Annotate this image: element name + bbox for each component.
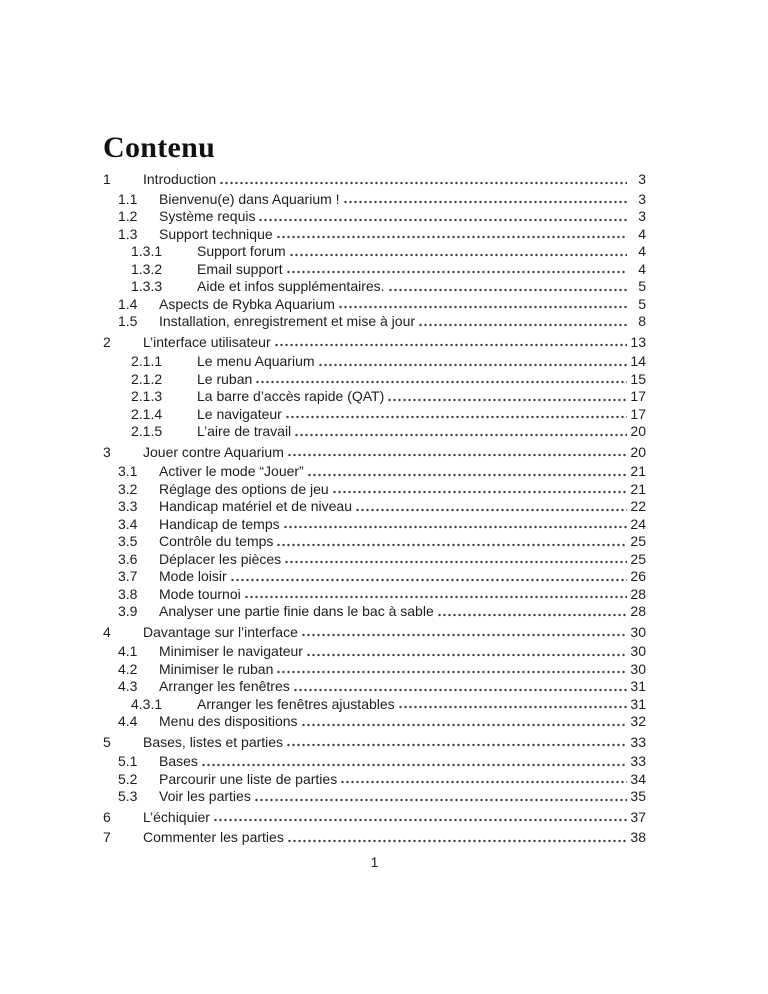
dot-leader [332,490,627,494]
toc-entry-label: Parcourir une liste de parties [159,770,338,787]
toc-entry-page: 31 [630,678,646,694]
toc-entry-number: 2.1.4 [131,405,163,422]
toc-entry-label: Système requis [159,208,256,224]
toc-entry-label: Commenter les parties [143,829,284,845]
toc-entry-label: Email support [197,260,283,277]
toc-entry-label: Minimiser le ruban [159,660,274,677]
toc-entry-label: Menu des dispositions [159,713,298,729]
toc-entry-number: 3.9 [118,603,138,619]
toc-entry-page: 38 [630,829,646,845]
toc-entry-label: Contrôle du temps [159,533,274,549]
toc-entry-label: L’échiquier [143,808,210,825]
dot-leader [301,723,627,727]
toc-entry-number: 3 [103,443,111,460]
toc-entry[interactable] [103,226,646,244]
toc-entry-number: 2 [103,333,111,350]
dot-leader [285,415,627,419]
toc-entry-page: 35 [630,788,646,804]
toc-entry-page: 28 [630,603,646,619]
toc-entry-page: 32 [630,713,646,729]
toc-entry[interactable] [103,624,646,642]
toc-entry-page: 20 [630,423,646,439]
toc-entry[interactable] [103,533,646,551]
dot-leader [287,453,627,457]
toc-entry-label: Minimiser le navigateur [159,643,303,659]
toc-entry-number: 2.1.1 [131,353,163,369]
toc-entry-page: 15 [630,370,646,387]
toc-entry-number: 1.4 [118,295,138,312]
toc-entry-number: 3.8 [118,585,138,602]
dot-leader [276,670,627,674]
toc-entry[interactable] [103,334,646,352]
dot-leader [219,181,627,185]
dot-leader [387,398,627,402]
toc-entry-label: Bases, listes et parties [143,733,284,750]
toc-entry-page: 8 [638,313,646,329]
dot-leader [294,433,627,437]
toc-entry-page: 30 [630,623,646,640]
dot-leader [301,633,627,637]
toc-entry-page: 24 [630,515,646,532]
toc-entry[interactable] [103,829,646,847]
toc-entry-number: 7 [103,829,111,845]
toc-entry-label: Bienvenu(e) dans Aquarium ! [159,190,340,207]
toc-entry-label: Le menu Aquarium [197,353,315,369]
toc-entry-page: 30 [630,660,646,677]
toc-entry-page: 5 [638,295,646,312]
toc-entry-label: Voir les parties [159,788,251,804]
toc-entry-number: 2.1.2 [131,370,163,387]
toc-entry-number: 2.1.5 [131,423,163,439]
toc-entry-page: 4 [638,225,646,242]
toc-list [103,171,646,847]
toc-entry-label: Aspects de Rybka Aquarium [159,295,335,312]
toc-entry-page: 14 [630,353,646,369]
toc-entry-page: 4 [638,243,646,259]
toc-entry-label: Le ruban [197,370,253,387]
toc-entry-label: Arranger les fenêtres ajustables [197,695,395,712]
dot-leader [244,595,627,599]
toc-entry-label: Aide et infos supplémentaires. [197,278,385,294]
dot-leader [286,743,627,747]
toc-entry-label: L’interface utilisateur [143,333,271,350]
toc-entry-page: 17 [630,388,646,404]
dot-leader [388,288,627,292]
toc-entry-page: 25 [630,550,646,567]
toc-entry[interactable] [103,171,646,189]
toc-entry-page: 22 [630,498,646,514]
toc-entry-label: Handicap de temps [159,515,280,532]
toc-entry-number: 6 [103,808,111,825]
dot-leader [355,508,627,512]
dot-leader [201,763,627,767]
dot-leader [276,543,627,547]
toc-entry[interactable] [103,788,646,806]
toc-entry-number: 1.3.2 [131,260,163,277]
toc-entry[interactable] [103,713,646,731]
toc-entry-number: 4.2 [118,660,138,677]
toc-entry-number: 5.1 [118,753,138,769]
toc-entry-page: 3 [638,190,646,207]
toc-entry[interactable] [103,771,646,789]
toc-entry[interactable] [103,296,646,314]
toc-entry-number: 5 [103,733,111,750]
toc-entry-number: 5.2 [118,770,138,787]
dot-leader [306,653,627,657]
toc-entry[interactable] [103,643,646,661]
toc-entry-number: 1 [103,171,111,187]
toc-entry[interactable] [103,423,646,441]
toc-entry-page: 5 [638,278,646,294]
toc-entry[interactable] [103,261,646,279]
toc-entry[interactable] [103,661,646,679]
dot-leader [307,473,627,477]
toc-entry[interactable] [103,586,646,604]
toc-entry[interactable] [103,481,646,499]
toc-entry-label: La barre d’accès rapide (QAT) [197,388,385,404]
toc-entry[interactable] [103,809,646,827]
toc-entry-page: 21 [630,480,646,497]
toc-entry[interactable] [103,313,646,331]
toc-entry-page: 3 [638,171,646,187]
toc-entry-number: 5.3 [118,788,138,804]
toc-entry[interactable] [103,753,646,771]
toc-entry[interactable] [103,463,646,481]
toc-entry-page: 13 [630,333,646,350]
dot-leader [287,839,627,843]
toc-entry[interactable] [103,388,646,406]
toc-entry-number: 4.4 [118,713,138,729]
toc-entry-number: 3.6 [118,550,138,567]
dot-leader [293,688,627,692]
toc-entry[interactable] [103,603,646,621]
toc-entry-number: 4 [103,623,111,640]
dot-leader [213,818,627,822]
toc-entry-number: 4.3.1 [131,695,163,712]
toc-entry-page: 30 [630,643,646,659]
toc-entry-label: Bases [159,753,198,769]
toc-entry[interactable] [103,498,646,516]
toc-entry-page: 17 [630,405,646,422]
toc-entry-label: L’aire de travail [197,423,292,439]
toc-entry-page: 4 [638,260,646,277]
toc-entry-label: Installation, enregistrement et mise à jour [159,313,416,329]
toc-entry-page: 20 [630,443,646,460]
dot-leader [276,235,627,239]
page-number-footer: 1 [370,853,379,870]
toc-entry[interactable] [103,406,646,424]
dot-leader [284,560,627,564]
toc-entry[interactable] [103,734,646,752]
toc-entry[interactable] [103,551,646,569]
dot-leader [343,200,627,204]
toc-entry[interactable] [103,371,646,389]
toc-entry-label: Le navigateur [197,405,282,422]
toc-entry-label: Déplacer les pièces [159,550,282,567]
toc-entry[interactable] [103,444,646,462]
dot-leader [255,380,627,384]
toc-entry[interactable] [103,243,646,261]
toc-entry[interactable] [103,678,646,696]
toc-entry-page: 33 [630,753,646,769]
toc-entry-number: 3.7 [118,568,138,584]
toc-entry-label: Analyser une partie finie dans le bac à sable [159,603,434,619]
toc-entry[interactable] [103,568,646,586]
dot-leader [286,270,627,274]
toc-entry-number: 3.3 [118,498,138,514]
dot-leader [230,578,627,582]
toc-entry-label: Arranger les fenêtres [159,678,290,694]
toc-entry-number: 1.1 [118,190,138,207]
dot-leader [274,343,627,347]
toc-entry-page: 26 [630,568,646,584]
toc-entry-label: Jouer contre Aquarium [143,443,284,460]
toc-title: Contenu [103,131,216,164]
toc-entry-page: 21 [630,463,646,479]
toc-entry-number: 1.5 [118,313,138,329]
toc-entry-label: Support technique [159,225,273,242]
toc-entry[interactable] [103,208,646,226]
toc-entry[interactable] [103,696,646,714]
toc-entry-number: 3.1 [118,463,138,479]
toc-entry-number: 3.2 [118,480,138,497]
toc-entry-page: 25 [630,533,646,549]
dot-leader [418,323,627,327]
dot-leader [398,705,627,709]
toc-entry-label: Davantage sur l’interface [143,623,298,640]
toc-entry-label: Mode tournoi [159,585,241,602]
toc-entry-number: 1.2 [118,208,138,224]
toc-entry[interactable] [103,516,646,534]
toc-entry-number: 4.1 [118,643,138,659]
toc-entry-page: 31 [630,695,646,712]
toc-entry-label: Support forum [197,243,286,259]
toc-entry-number: 3.4 [118,515,138,532]
dot-leader [318,363,627,367]
dot-leader [338,305,627,309]
toc-entry-label: Réglage des options de jeu [159,480,329,497]
toc-entry-number: 1.3.1 [131,243,163,259]
dot-leader [340,780,627,784]
dot-leader [437,613,627,617]
toc-entry-page: 3 [638,208,646,224]
toc-entry-number: 2.1.3 [131,388,163,404]
toc-entry-number: 3.5 [118,533,138,549]
dot-leader [258,218,627,222]
toc-entry[interactable] [103,191,646,209]
toc-entry-number: 1.3.3 [131,278,163,294]
toc-entry-label: Activer le mode “Jouer” [159,463,304,479]
dot-leader [283,525,627,529]
toc-entry[interactable] [103,353,646,371]
toc-entry-number: 4.3 [118,678,138,694]
dot-leader [254,798,627,802]
toc-entry[interactable] [103,278,646,296]
toc-entry-label: Introduction [143,171,217,187]
toc-entry-page: 33 [630,733,646,750]
toc-entry-number: 1.3 [118,225,138,242]
toc-entry-page: 37 [630,808,646,825]
toc-entry-page: 28 [630,585,646,602]
toc-entry-label: Mode loisir [159,568,227,584]
toc-entry-page: 34 [630,770,646,787]
toc-entry-label: Handicap matériel et de niveau [159,498,353,514]
dot-leader [289,253,627,257]
